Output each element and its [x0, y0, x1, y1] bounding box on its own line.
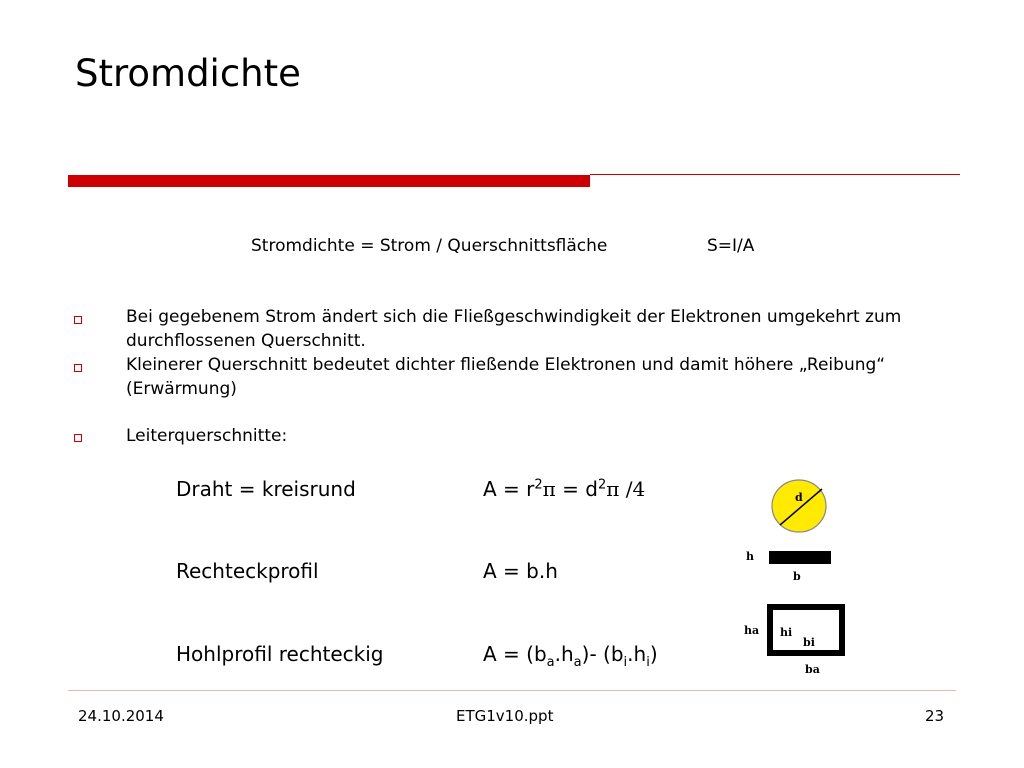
slide-title: Stromdichte [75, 52, 301, 95]
bullet-text-1: Bei gegebenem Strom ändert sich die Fließgeschwindigkeit der Elektronen umgekehrt zum durchflossenen Querschnitt. [126, 307, 902, 351]
rect-profile-shape [769, 551, 831, 564]
row-formula-draht: $A = r^2\pi = d^2\pi$ /4 [483, 477, 646, 501]
bullet-text-3: Leiterquerschnitte: [126, 426, 288, 446]
row-label-draht: Draht = kreisrund [176, 477, 356, 501]
row-label-rechteck: Rechteckprofil [176, 559, 319, 583]
circle-cross-section-figure [770, 478, 830, 534]
rect-label-b: b [793, 570, 801, 583]
title-underline-thin [590, 174, 960, 175]
formula-short: S=I/A [707, 236, 755, 256]
title-underline-thick [68, 175, 590, 187]
row-formula-hohlprofil: $A = (b_a.h_a)-$ $(b_i.h_i)$ [483, 642, 658, 670]
circle-label-d: d [795, 491, 803, 504]
hollow-label-ha: ha [744, 624, 760, 637]
bullet-text-2: Kleinerer Querschnitt bedeutet dichter fließende Elektronen und damit höhere „Reibung“ (Erwärmung) [126, 355, 886, 399]
footer-divider [68, 690, 956, 691]
bullet-marker [74, 434, 82, 442]
bullet-marker [74, 316, 82, 324]
formula-text: Stromdichte = Strom / Querschnittsfläche [251, 236, 608, 256]
rect-label-h: h [746, 550, 754, 563]
bullet-marker [74, 364, 82, 372]
hollow-label-bi: bi [803, 636, 815, 649]
footer-page-number: 23 [925, 707, 945, 725]
footer-date: 24.10.2014 [78, 707, 164, 725]
hollow-label-ba: ba [805, 663, 820, 676]
footer-filename: ETG1v10.ppt [456, 707, 554, 725]
row-label-hohlprofil: Hohlprofil rechteckig [176, 642, 384, 666]
row-formula-rechteck: A = b.h [483, 559, 558, 583]
hollow-label-hi: hi [780, 626, 793, 639]
